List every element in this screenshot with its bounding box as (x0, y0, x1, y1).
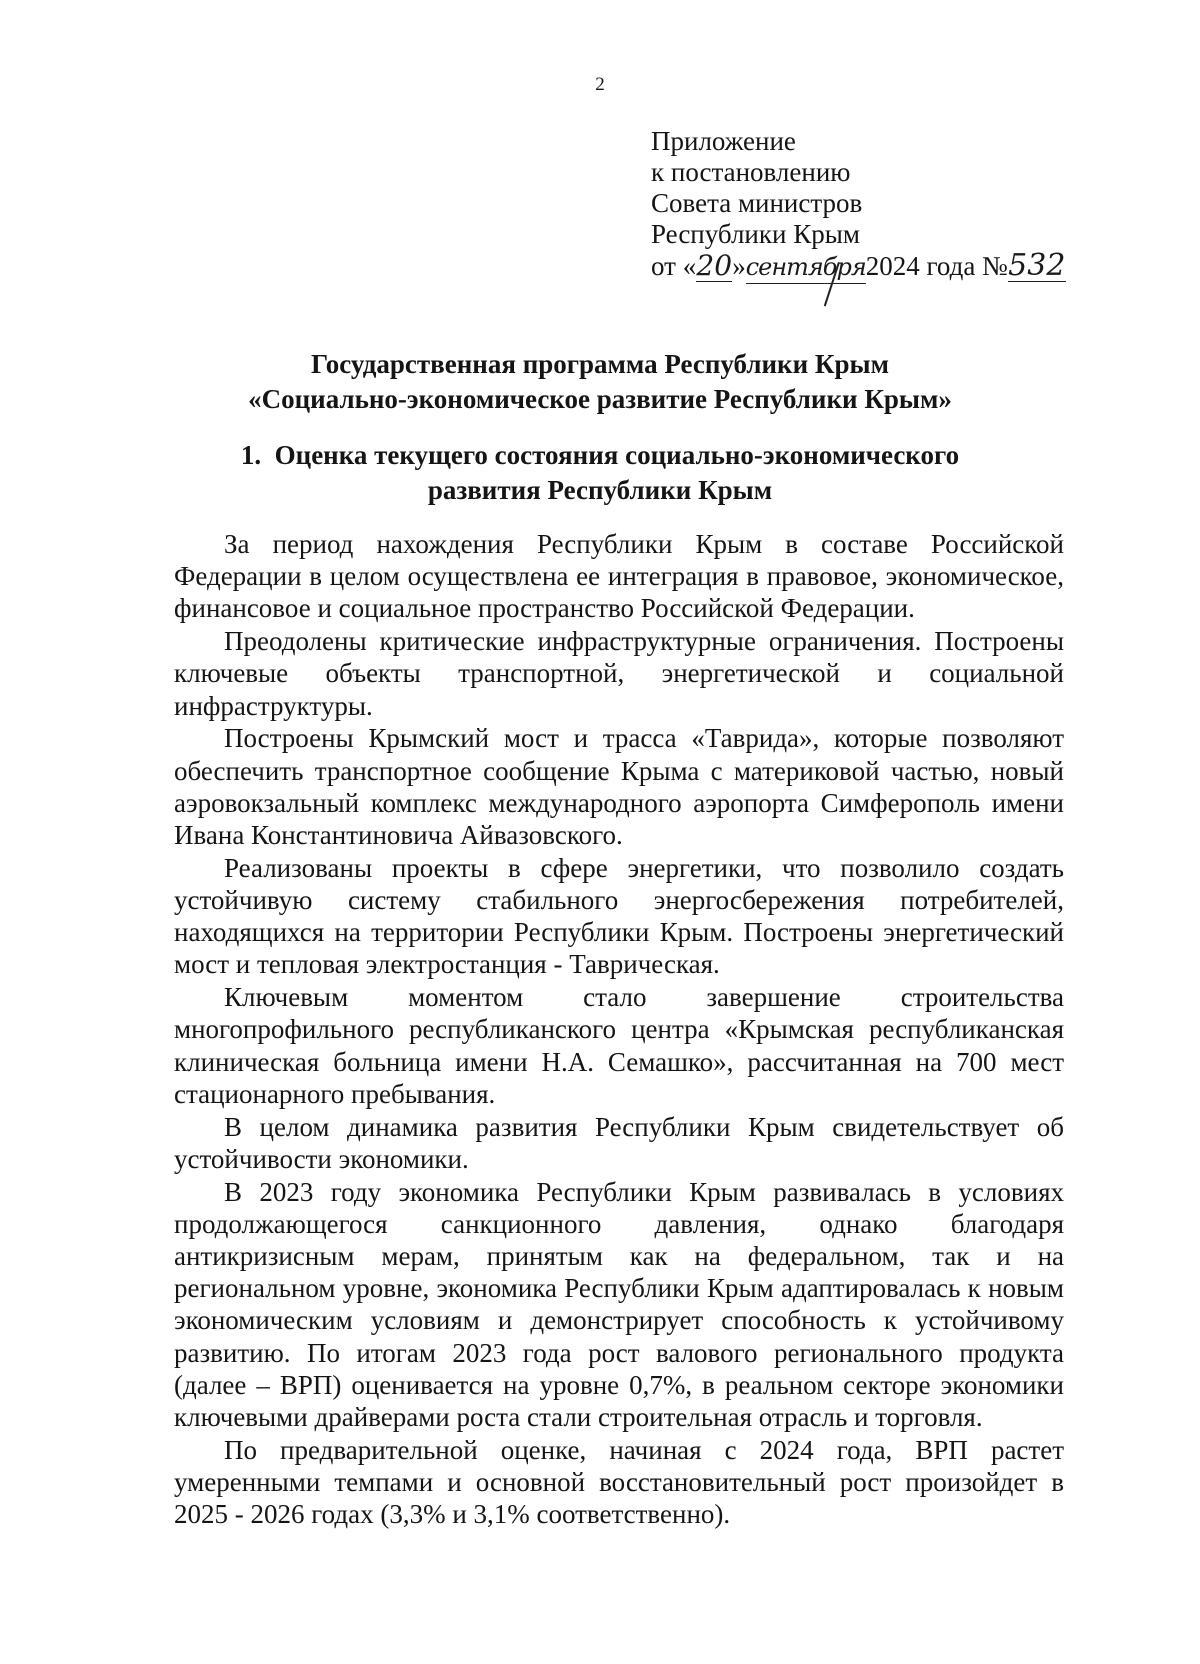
paragraph-6: В целом динамика развития Республики Крым свидетельствует об устойчивости экономики. (174, 1111, 1064, 1174)
appendix-line-1: Приложение (651, 126, 796, 156)
handwritten-month: сентября (746, 252, 866, 284)
section-heading-line-1: 1. Оценка текущего состояния социально-экономического (240, 440, 960, 470)
paragraph-7: В 2023 году экономика Республики Крым развивалась в условиях продолжающегося санкционного давления, однако благодаря антикризисным мерам, принятым как на федеральном, так и на региональном уровне, экономика Республики Крым адаптировалась к новым экономическим условиям и демонстрирует способность к устойчивому развитию. По итогам 2023 года рост валового регионального продукта (далее – ВРП) оценивается на уровне 0,7%, в реальном секторе экономики ключевыми драйверами роста стали строительная отрасль и торговля. (174, 1176, 1064, 1433)
section-heading-line-2: развития Республики Крым (427, 475, 773, 505)
page-number: 2 (595, 74, 605, 95)
paragraph-3: Построены Крымский мост и трасса «Таврида», которые позволяют обеспечить транспортное сообщение Крыма с материковой частью, новый аэровокзальный комплекс международного аэропорта Симферополь имени Ивана Константиновича Айвазовского. (174, 723, 1064, 851)
handwritten-doc-number: 532 (1008, 248, 1066, 283)
paragraph-4: Реализованы проекты в сфере энергетики, что позволило создать устойчивую систему стабильного энергосбережения потребителей, находящихся на территории Республики Крым. Построены энергетический мост и тепловая электростанция - Таврическая. (174, 852, 1064, 980)
paragraph-5: Ключевым моментом стало завершение строительства многопрофильного республиканского центра «Крымская республиканская клиническая больница имени Н.А. Семашко», рассчитанная на 700 мест стационарного пребывания. (174, 982, 1064, 1109)
body-text (174, 528, 1064, 1531)
appendix-line-3: Совета министров (651, 188, 863, 218)
program-title-line-2: «Социально-экономическое развитие Республики Крым» (248, 384, 952, 414)
date-prefix: от « (651, 251, 697, 281)
paragraph-1: За период нахождения Республики Крым в составе Российской Федерации в целом осуществлена ее интеграция в правовое, экономическое, финансовое и социальное пространство Российской Федерации. (174, 529, 1064, 624)
paragraph-8: По предварительной оценке, начиная с 2024 года, ВРП растет умеренными темпами и основной восстановительный рост произойдет в 2025 - 2026 годах (3,3% и 3,1% соответственно). (174, 1434, 1064, 1530)
program-title (0, 347, 1200, 417)
appendix-date-line (651, 250, 1066, 284)
appendix-line-4: Республики Крым (651, 219, 860, 249)
appendix-header (651, 126, 1066, 284)
appendix-line-2: к постановлению (651, 157, 851, 187)
section-heading (0, 438, 1200, 508)
date-mid: » (732, 251, 746, 281)
handwritten-day: 20 (696, 249, 733, 282)
paragraph-2: Преодолены критические инфраструктурные ограничения. Построены ключевые объекты транспортной, энергетической и социальной инфраструктуры. (174, 626, 1064, 721)
program-title-line-1: Государственная программа Республики Крым (311, 349, 889, 379)
date-year: 2024 года № (865, 251, 1008, 281)
